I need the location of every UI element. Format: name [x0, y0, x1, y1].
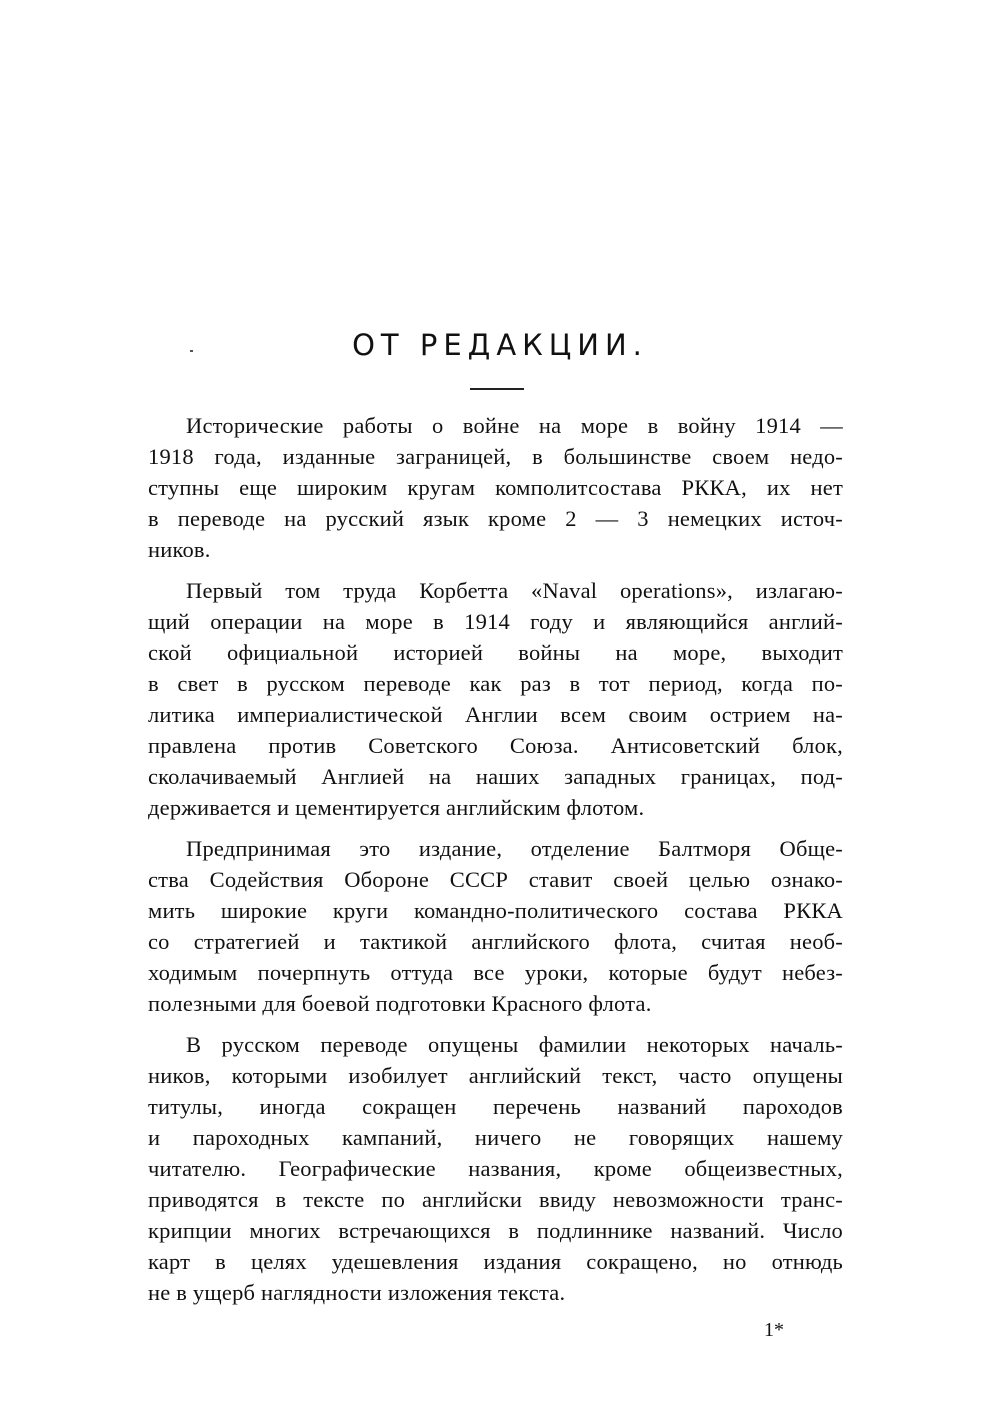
page-number: 1*: [764, 1319, 784, 1341]
paragraph-1: [148, 410, 843, 565]
text-line: держивается и цементируется английским флотом.: [148, 795, 645, 820]
text-line: карт в целях удешевления издания сокращено, но отнюдь: [148, 1249, 843, 1274]
text-line: полезными для боевой подготовки Красного флота.: [148, 991, 652, 1016]
text-line: мить широкие круги командно-политического состава РККА: [148, 898, 843, 923]
text-line: щий операции на море в 1914 году и являющийся англий-: [148, 609, 843, 634]
text-line: в свет в русском переводе как раз в тот период, когда по-: [148, 671, 843, 696]
text-line: в переводе на русский язык кроме 2 — 3 немецких источ-: [148, 506, 843, 531]
text-line: ходимым почерпнуть оттуда все уроки, которые будут небез-: [148, 960, 843, 985]
print-speck: [190, 350, 193, 352]
text-line: ской официальной историей войны на море, выходит: [148, 640, 843, 665]
text-line: правлена против Советского Союза. Антисоветский блок,: [148, 733, 843, 758]
title-underline: [470, 388, 524, 390]
text-line: литика империалистической Англии всем своим острием на-: [148, 702, 843, 727]
text-line: Предпринимая это издание, отделение Балтморя Обще-: [186, 836, 843, 861]
paragraph-3: [148, 833, 843, 1019]
text-line: ступны еще широким кругам комполитсостава РККА, их нет: [148, 475, 843, 500]
text-line: ников, которыми изобилует английский текст, часто опущены: [148, 1063, 843, 1088]
text-line: ников.: [148, 537, 211, 562]
text-line: и пароходных кампаний, ничего не говорящих нашему: [148, 1125, 843, 1150]
body-text: [148, 410, 843, 1318]
text-line: Исторические работы о войне на море в войну 1914 —: [186, 413, 843, 438]
page-title: ОТ РЕДАКЦИИ.: [352, 328, 648, 362]
text-line: ства Содействия Обороне СССР ставит своей целью ознако-: [148, 867, 843, 892]
text-line: В русском переводе опущены фамилии некоторых началь-: [186, 1032, 843, 1057]
text-line: читателю. Географические названия, кроме общеизвестных,: [148, 1156, 843, 1181]
text-line: 1918 года, изданные заграницей, в большинстве своем недо-: [148, 444, 843, 469]
paragraph-4: [148, 1029, 843, 1308]
text-line: титулы, иногда сокращен перечень названий пароходов: [148, 1094, 843, 1119]
paragraph-2: [148, 575, 843, 823]
text-line: со стратегией и тактикой английского флота, считая необ-: [148, 929, 843, 954]
text-line: не в ущерб наглядности изложения текста.: [148, 1280, 566, 1305]
text-line: Первый том труда Корбетта «Naval operations», излагаю-: [186, 578, 843, 603]
text-line: крипции многих встречающихся в подлиннике названий. Число: [148, 1218, 843, 1243]
text-line: сколачиваемый Англией на наших западных границах, под-: [148, 764, 843, 789]
text-line: приводятся в тексте по английски ввиду невозможности транс-: [148, 1187, 843, 1212]
